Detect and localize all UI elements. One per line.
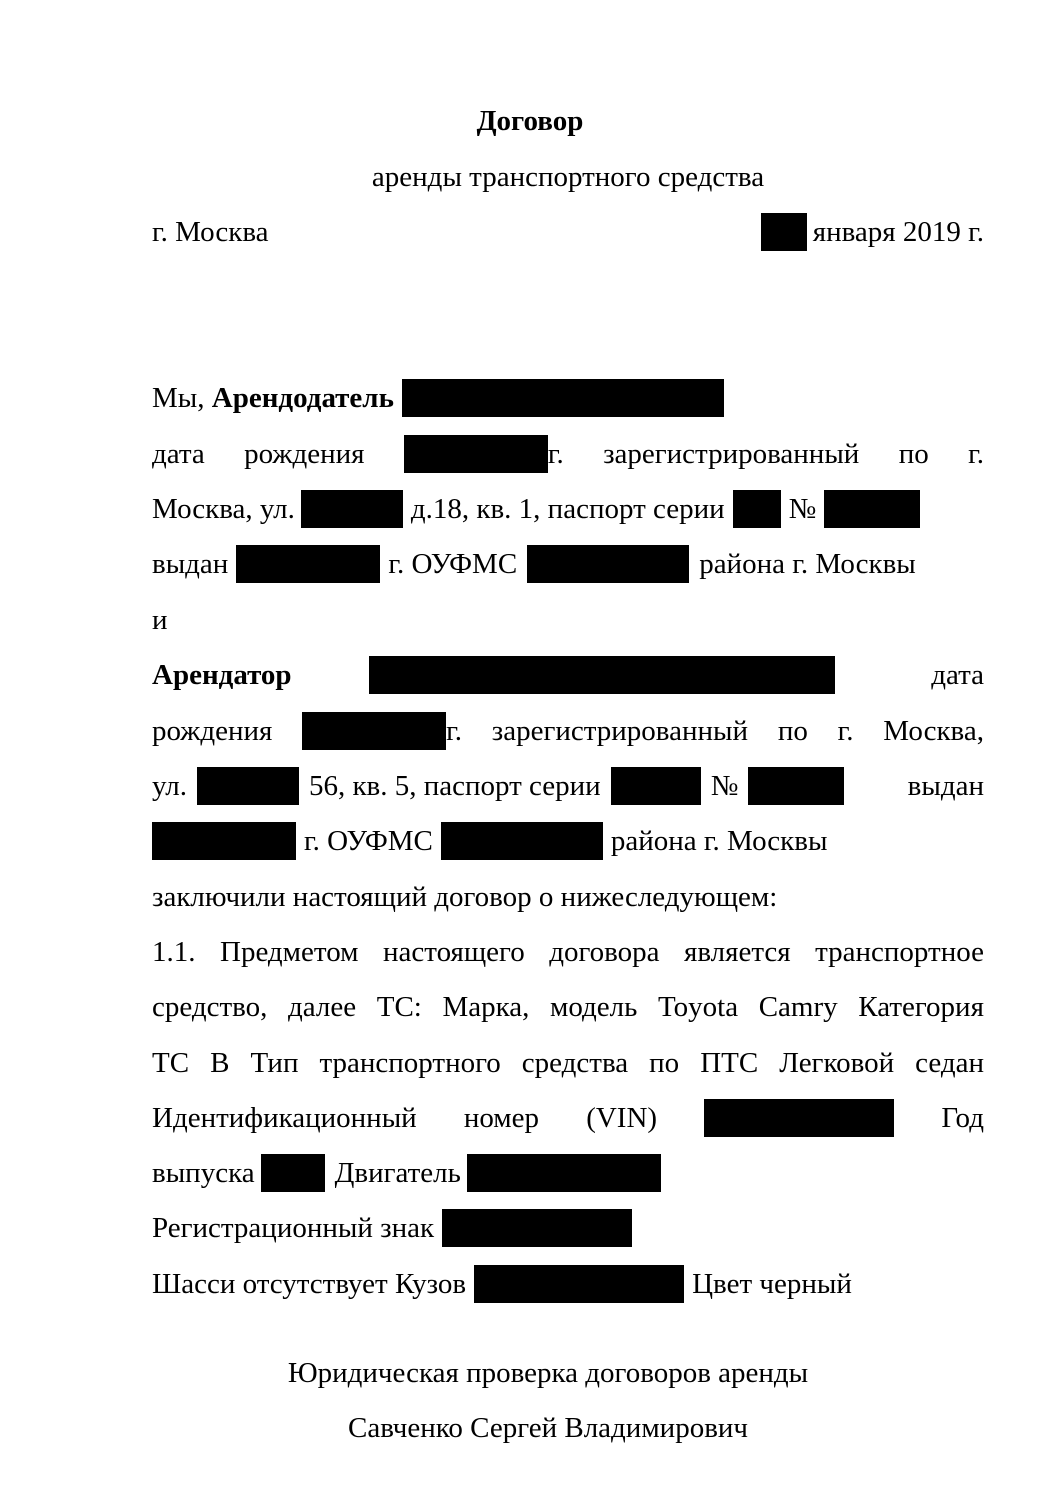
redacted-tenant-district (441, 822, 603, 860)
clause-line-2: средство, далее ТС: Марка, модель Toyota Camry Категория (152, 991, 984, 1023)
landlord-line-3: Москва, ул. д.18, кв. 1, паспорт серии № (152, 489, 984, 529)
tenant-line-3: ул. 56, кв. 5, паспорт серии № выдан (152, 766, 984, 806)
redacted-registration-plate (442, 1209, 632, 1247)
redacted-tenant-name (369, 656, 835, 694)
redacted-tenant-issue-date (152, 822, 296, 860)
redacted-vin (704, 1099, 894, 1137)
landlord-line-4: выдан г. ОУФМС района г. Москвы (152, 544, 984, 584)
redacted-landlord-passport-series (733, 490, 781, 528)
redacted-year (261, 1154, 325, 1192)
redacted-landlord-name (402, 379, 724, 417)
landlord-role: Арендодатель (211, 382, 394, 414)
redacted-landlord-street (301, 490, 403, 528)
clause-line-7: Шасси отсутствует Кузов Цвет черный (152, 1264, 984, 1304)
redacted-tenant-street (197, 767, 299, 805)
redacted-landlord-birthdate (404, 435, 548, 473)
landlord-line-1: Мы, Арендодатель (152, 378, 984, 418)
tenant-line-4: г. ОУФМС района г. Москвы (152, 821, 984, 861)
clause-line-4: Идентификационный номер (VIN) Год (152, 1098, 984, 1138)
landlord-line-2: дата рождения г. зарегистрированный по г. (152, 434, 984, 474)
concluded-line: заключили настоящий договор о нижеследующем: (152, 881, 778, 913)
redacted-tenant-passport-number (748, 767, 844, 805)
city: г. Москва (152, 216, 269, 248)
redacted-landlord-district (527, 545, 689, 583)
footer-service-line: Юридическая проверка договоров аренды (287, 1357, 809, 1389)
clause-line-6: Регистрационный знак (152, 1208, 984, 1248)
redacted-tenant-birthdate (302, 712, 446, 750)
tenant-role: Арендатор (152, 659, 292, 691)
redacted-tenant-passport-series (611, 767, 701, 805)
conjunction-line: и (152, 604, 168, 636)
redacted-engine (467, 1154, 661, 1192)
tenant-line-1: Арендатор дата (152, 655, 984, 695)
footer-author-line: Савченко Сергей Владимирович (348, 1412, 748, 1444)
redacted-body-number (474, 1265, 684, 1303)
document-title: Договор (476, 105, 584, 137)
redacted-landlord-passport-number (824, 490, 920, 528)
clause-line-3: ТС В Тип транспортного средства по ПТС Легковой седан (152, 1047, 984, 1079)
place-date-line (152, 212, 984, 252)
redacted-day (761, 213, 807, 251)
clause-line-5: выпуска Двигатель (152, 1153, 984, 1193)
date-month-year: января 2019 г. (812, 216, 984, 248)
clause-line-1: 1.1. Предметом настоящего договора является транспортное (152, 936, 984, 968)
document-subtitle: аренды транспортного средства (371, 161, 765, 193)
tenant-line-2: рождения г. зарегистрированный по г. Москва, (152, 711, 984, 751)
redacted-landlord-issue-date (236, 545, 380, 583)
